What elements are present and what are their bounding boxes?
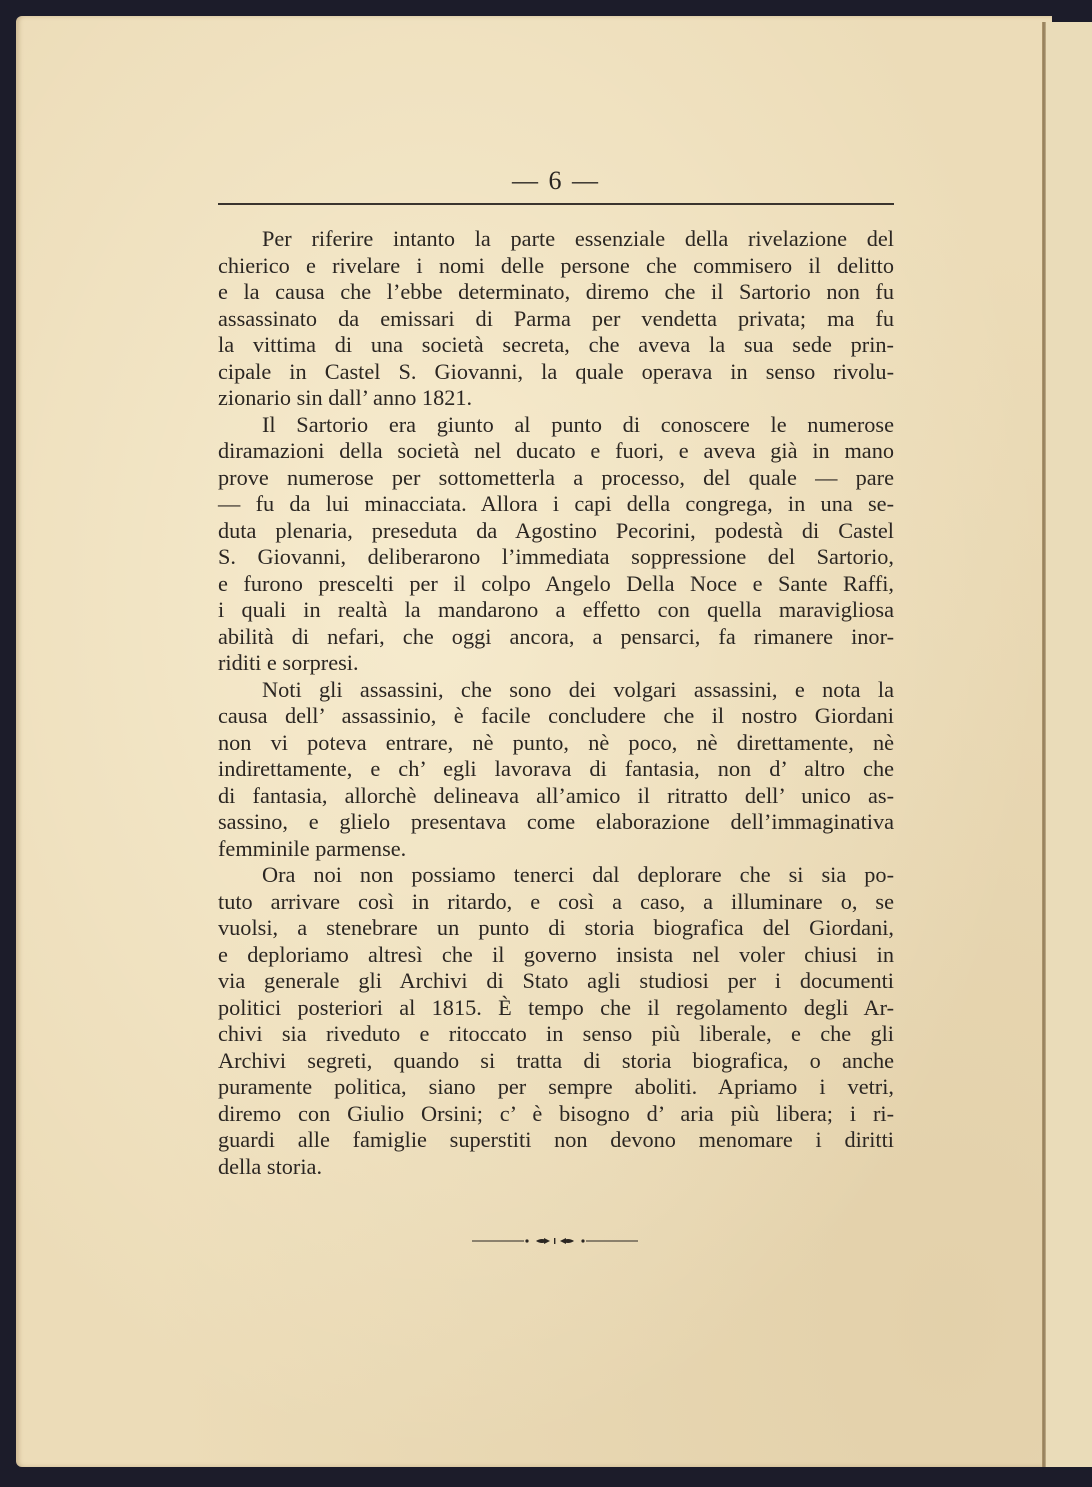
running-header <box>218 160 894 208</box>
text-line: via generale gli Archivi di Stato agli studiosi per i documenti <box>218 968 894 993</box>
text-line: riditi e sorpresi. <box>218 650 359 675</box>
text-line: Ora noi non possiamo tenerci dal deplorare che si sia po- <box>262 862 894 887</box>
text-line: femminile parmense. <box>218 835 407 861</box>
text-line: diramazioni della società nel ducato e fuori, e aveva già in mano <box>218 438 894 463</box>
paragraph <box>218 677 894 863</box>
text-line: Per riferire intanto la parte essenziale della rivelazione del <box>262 226 894 251</box>
text-line: guardi alle famiglie superstiti non devono menomare i diritti <box>218 1127 894 1152</box>
text-line: i quali in realtà la mandarono a effetto con quella maravigliosa <box>218 597 894 622</box>
text-line: abilità di nefari, che oggi ancora, a pensarci, fa rimanere inor- <box>218 623 894 649</box>
fleuron-divider-icon <box>472 1236 638 1246</box>
header-rule <box>218 203 894 205</box>
text-line: chierico e rivelare i nomi delle persone che commisero il delitto <box>218 252 894 278</box>
text-line: — fu da lui minacciata. Allora i capi della congrega, in una se- <box>218 491 894 516</box>
text-line: chivi sia riveduto e ritoccato in senso più liberale, e che gli <box>218 1021 894 1046</box>
text-line: tuto arrivare così in ritardo, e così a caso, a illuminare o, se <box>218 888 894 914</box>
text-line: della storia. <box>218 1153 323 1179</box>
text-line: duta plenaria, preseduta da Agostino Pecorini, podestà di Castel <box>218 517 894 543</box>
text-line: cipale in Castel S. Giovanni, la quale operava in senso rivolu- <box>218 358 894 384</box>
body-text <box>218 226 894 1180</box>
text-line: Il Sartorio era giunto al punto di conoscere le numerose <box>262 411 894 437</box>
text-line: e furono prescelti per il colpo Angelo Della Noce e Sante Raffi, <box>218 570 894 596</box>
text-line: vuolsi, a stenebrare un punto di storia biografica del Giordani, <box>218 915 894 940</box>
text-line: di fantasia, allorchè delineava all’amico il ritratto dell’ unico as- <box>218 782 894 808</box>
text-line: assassinato da emissari di Parma per vendetta privata; ma fu <box>218 305 894 331</box>
text-line: causa dell’ assassinio, è facile concludere che il nostro Giordani <box>218 703 894 728</box>
text-line: puramente politica, siano per sempre aboliti. Apriamo i vetri, <box>218 1074 894 1099</box>
text-line: politici posteriori al 1815. È tempo che il regolamento degli Ar- <box>218 994 894 1020</box>
text-line: prove numerose per sottometterla a processo, del quale — pare <box>218 464 894 490</box>
adjacent-page-edge <box>1046 22 1092 1467</box>
paragraph <box>218 862 894 1180</box>
text-line: Archivi segreti, quando si tratta di storia biografica, o anche <box>218 1047 894 1073</box>
paragraph <box>218 226 894 412</box>
text-line: zionario sin dall’ anno 1821. <box>218 385 473 410</box>
text-line: Noti gli assassini, che sono dei volgari assassini, e nota la <box>262 676 894 702</box>
text-line: la vittima di una società secreta, che aveva la sua sede prin- <box>218 332 894 357</box>
text-line: diremo con Giulio Orsini; c’ è bisogno d’ aria più libera; i ri- <box>218 1100 894 1126</box>
text-line: sassino, e glielo presentava come elaborazione dell’immaginativa <box>218 809 894 834</box>
text-line: indirettamente, e ch’ egli lavorava di fantasia, non d’ altro che <box>218 756 894 781</box>
page-number: — 6 — <box>512 166 600 195</box>
text-line: e deploriamo altresì che il governo insista nel voler chiusi in <box>218 941 894 967</box>
paragraph <box>218 412 894 677</box>
text-line: non vi poteva entrare, nè punto, nè poco, nè direttamente, nè <box>218 729 894 755</box>
text-line: S. Giovanni, deliberarono l’immediata soppressione del Sartorio, <box>218 544 894 569</box>
text-line: e la causa che l’ebbe determinato, diremo che il Sartorio non fu <box>218 279 894 304</box>
